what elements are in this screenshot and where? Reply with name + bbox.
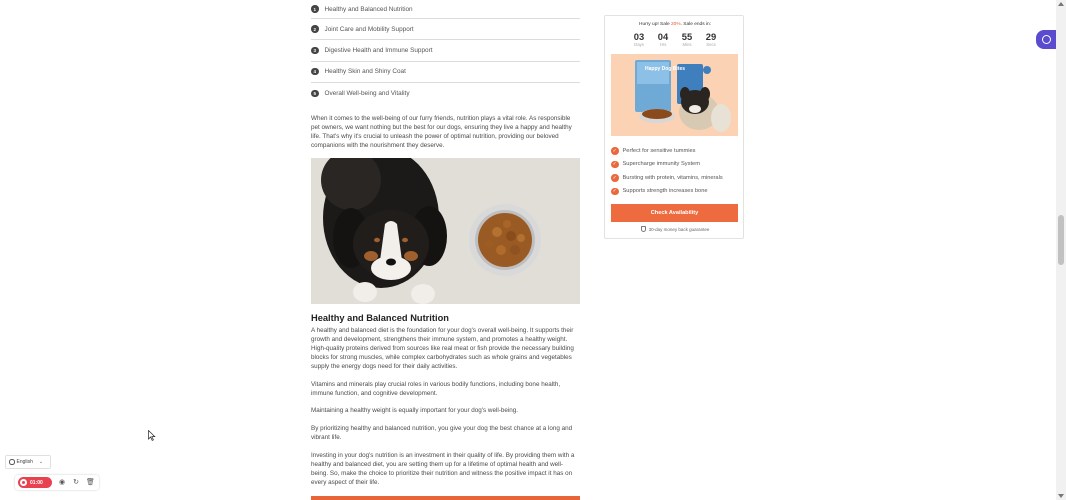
toc-label: Healthy and Balanced Nutrition	[324, 5, 413, 13]
check-icon: ✓	[612, 147, 617, 154]
invest-paragraph: Investing in your dog's nutrition is an investment in their quality of life. By providing them with a healthy and balanced diet, you are setting them up for a lifetime of optimal health and well-being. So, make the choice to prioritize their nutrition and witness the positive impact it has on every aspect of their life.	[311, 452, 575, 487]
bag-text: Happy Dog Bites	[645, 66, 686, 72]
check-icon: ✓	[612, 161, 617, 168]
vertical-scrollbar[interactable]	[1056, 0, 1066, 500]
toc-label: Digestive Health and Immune Support	[324, 46, 433, 54]
benefit-label: Bursting with protein, vitamins, minerals	[622, 174, 723, 181]
record-time: 01:00	[30, 479, 43, 486]
countdown-value: 03	[633, 31, 645, 42]
globe-icon	[9, 459, 15, 465]
language-selector[interactable]	[5, 455, 51, 469]
toc-item[interactable]	[311, 40, 580, 61]
record-icon	[20, 479, 27, 486]
mouse-cursor-icon	[148, 430, 156, 441]
check-availability-button[interactable]: Check Availability	[611, 204, 738, 222]
check-icon: ✓	[612, 188, 617, 195]
countdown-label: Secs	[706, 42, 716, 47]
shield-icon	[641, 226, 646, 232]
benefit-item	[611, 171, 723, 185]
toc-item[interactable]	[311, 83, 580, 104]
scroll-down-arrow-icon[interactable]	[1058, 494, 1064, 498]
benefit-label: Supercharge immunity System	[622, 161, 700, 168]
nutrition-paragraph: A healthy and balanced diet is the foundation for your dog's overall well-being. It supports their growth and development, strengthens their immune system, and promotes a healthy weight. High-quality proteins derived from sources like real meat or fish provide the necessary building blocks for strong muscles, while complex carbohydrates such as whole grains and vegetables supply the energy dogs need for their daily activities.	[311, 327, 574, 371]
dog-eating-image	[311, 158, 580, 304]
countdown-minutes	[677, 31, 697, 47]
benefit-list	[611, 144, 723, 198]
countdown-days	[629, 31, 649, 47]
countdown-label: Mins	[682, 42, 692, 47]
accessibility-widget-button[interactable]	[1036, 30, 1056, 49]
chevron-down-icon: ⌄	[38, 459, 44, 465]
benefit-item	[611, 158, 723, 172]
benefit-label: Supports strength increases bone	[622, 188, 708, 195]
restart-icon[interactable]: ↻	[73, 478, 79, 486]
trash-icon[interactable]: 🗑	[86, 478, 95, 486]
countdown-value: 29	[705, 31, 717, 42]
recording-toolbar	[15, 475, 99, 490]
countdown-seconds	[701, 31, 721, 47]
toc-item[interactable]	[311, 19, 580, 40]
offer-card	[604, 15, 744, 239]
toc-item[interactable]	[311, 0, 580, 19]
product-illustration	[611, 54, 738, 136]
sale-banner	[605, 22, 745, 27]
toc-label: Overall Well-being and Vitality	[324, 89, 410, 97]
pause-icon[interactable]: ◉	[58, 478, 66, 486]
toc-item[interactable]	[311, 62, 580, 83]
widget-icon	[1042, 35, 1051, 44]
benefit-item	[611, 144, 723, 158]
sale-prefix: Hurry up! Sale	[638, 22, 670, 27]
toc-number: 1	[311, 5, 319, 13]
guarantee-note	[605, 226, 745, 232]
product-image	[611, 54, 738, 136]
guarantee-text: 30-day money back guarantee	[648, 226, 710, 232]
countdown-hours	[653, 31, 673, 47]
record-button[interactable]	[18, 477, 52, 488]
toc-label: Healthy Skin and Shiny Coat	[324, 68, 406, 76]
toc-number: 4	[311, 68, 319, 76]
benefit-label: Perfect for sensitive tummies	[622, 147, 696, 154]
intro-paragraph: When it comes to the well-being of our furry friends, nutrition plays a vital role. As responsible pet owners, we want nothing but the best for our dogs, ensuring they live a happy and healthy life. That's why it's crucial to unleash the power of optimal nutrition, providing our beloved companions with the nourishment they deserve.	[311, 115, 572, 150]
toc-number: 3	[311, 47, 319, 55]
toc-number: 2	[311, 25, 319, 33]
table-of-contents	[311, 0, 580, 104]
vitamins-paragraph: Vitamins and minerals play crucial roles in various bodily functions, including bone health, immune function, and cognitive development.	[311, 381, 561, 398]
sale-percent: 20%	[671, 22, 681, 27]
benefit-item	[611, 185, 723, 199]
prioritize-paragraph: By prioritizing healthy and balanced nutrition, you give your dog the best chance at a long and vibrant life.	[311, 425, 573, 442]
countdown-label: Days	[634, 42, 644, 47]
countdown-value: 55	[681, 31, 693, 42]
countdown-value: 04	[657, 31, 669, 42]
toc-number: 5	[311, 90, 319, 98]
sale-suffix: . Sale ends in:	[680, 22, 712, 27]
weight-paragraph: Maintaining a healthy weight is equally important for your dog's well-being.	[311, 407, 519, 414]
article	[311, 0, 580, 487]
section-heading: Healthy and Balanced Nutrition	[311, 313, 449, 323]
check-icon: ✓	[612, 174, 617, 181]
scrollbar-thumb[interactable]	[1058, 215, 1064, 265]
toc-label: Joint Care and Mobility Support	[324, 25, 414, 33]
language-label: English	[16, 459, 33, 465]
dog-illustration	[311, 158, 580, 304]
countdown-label: Hrs	[659, 42, 667, 47]
cta-button-partial[interactable]	[311, 496, 580, 500]
countdown-timer	[629, 31, 721, 47]
scroll-up-arrow-icon[interactable]	[1058, 2, 1064, 6]
